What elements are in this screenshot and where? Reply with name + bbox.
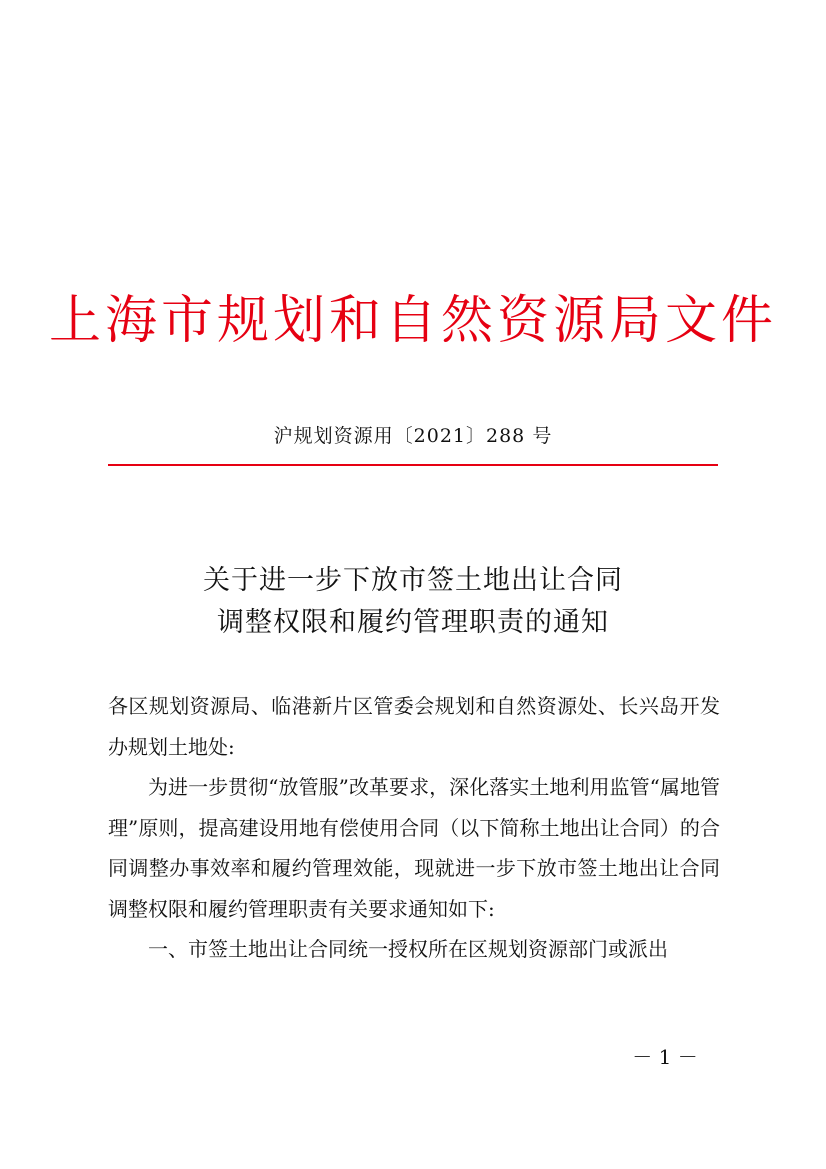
body-paragraph-1: 为进一步贯彻“放管服”改革要求，深化落实土地利用监管“属地管理”原则，提高建设用地有偿使用合同（以下简称土地出让合同）的合同调整办事效率和履约管理效能，现就进一步下放市签土地出让合同调整权限和履约管理职责有关要求通知如下:	[108, 775, 720, 921]
addressee: 各区规划资源局、临港新片区管委会规划和自然资源处、长兴岛开发办规划土地处:	[108, 694, 720, 759]
notice-body	[108, 686, 720, 970]
page-number: － 1 －	[632, 1045, 698, 1069]
red-divider-line	[108, 464, 718, 466]
notice-title-line-2: 调整权限和履约管理职责的通知	[217, 607, 609, 638]
document-header-title: 上海市规划和自然资源局文件	[48, 291, 777, 351]
notice-title-line-1: 关于进一步下放市签土地出让合同	[203, 565, 623, 596]
notice-title	[0, 560, 826, 644]
body-paragraph-2: 一、市签土地出让合同统一授权所在区规划资源部门或派出	[148, 937, 668, 961]
document-number: 沪规划资源用〔2021〕288 号	[273, 425, 553, 447]
